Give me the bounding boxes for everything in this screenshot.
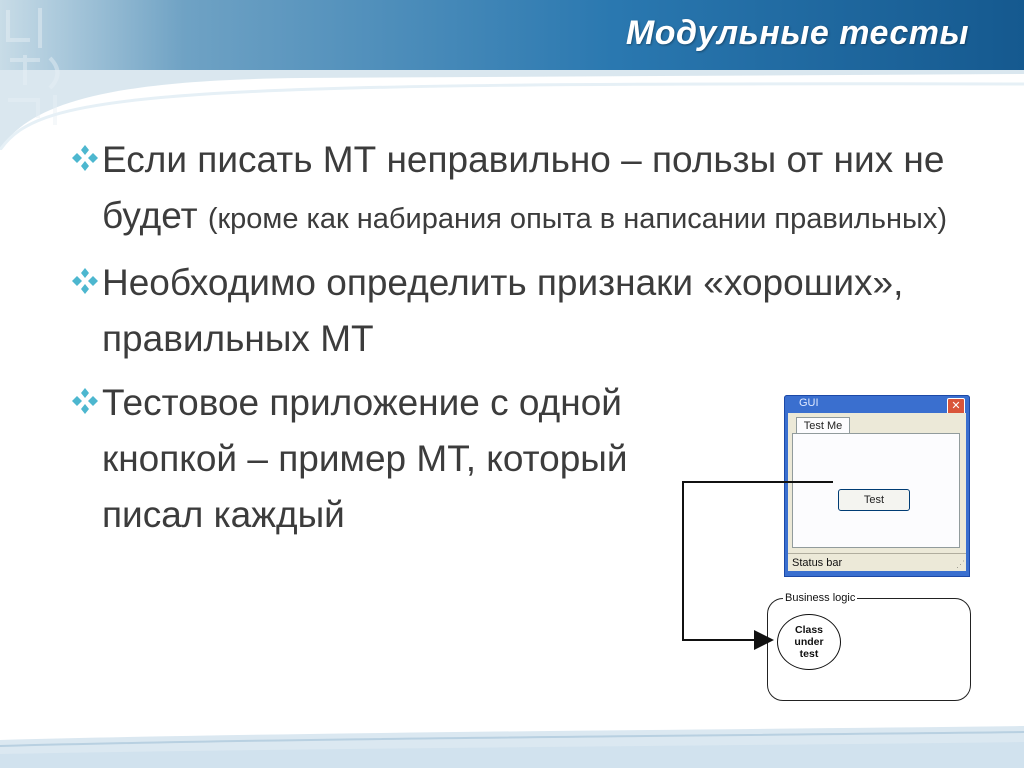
bullet-text: Тестовое приложение с одной кнопкой – пример МТ, который писал каждый [102, 382, 628, 535]
bullet-note: (кроме как набирания опыта в написании правильных) [207, 203, 947, 235]
gui-tab-panel [792, 433, 960, 548]
footer-background [0, 718, 1024, 768]
class-under-test-label: Class under test [794, 624, 824, 660]
resize-grip-icon: ⋰ [956, 559, 965, 569]
class-under-test-node [777, 614, 841, 670]
bullet-item [68, 132, 958, 247]
diamond-bullet-icon [68, 141, 102, 175]
bullet-item [68, 255, 958, 367]
gui-window-title: GUI [799, 397, 819, 409]
business-logic-label: Business logic [785, 592, 856, 604]
gui-tab: Test Me [796, 417, 850, 434]
bullet-item [68, 375, 702, 543]
bullet-text: Необходимо определить признаки «хороших», правильных МТ [102, 262, 904, 359]
diamond-bullet-icon [68, 264, 102, 298]
gui-client-area [788, 413, 966, 571]
gui-status-bar: Status bar [788, 553, 966, 571]
gui-test-button: Test [838, 489, 910, 511]
bullet-text: Если писать МТ неправильно – пользы от них не будет [102, 139, 945, 236]
diamond-bullet-icon [68, 384, 102, 418]
close-icon: ✕ [947, 398, 965, 415]
slide-title: Модульные тесты [625, 14, 969, 52]
gui-window-illustration [784, 395, 970, 577]
